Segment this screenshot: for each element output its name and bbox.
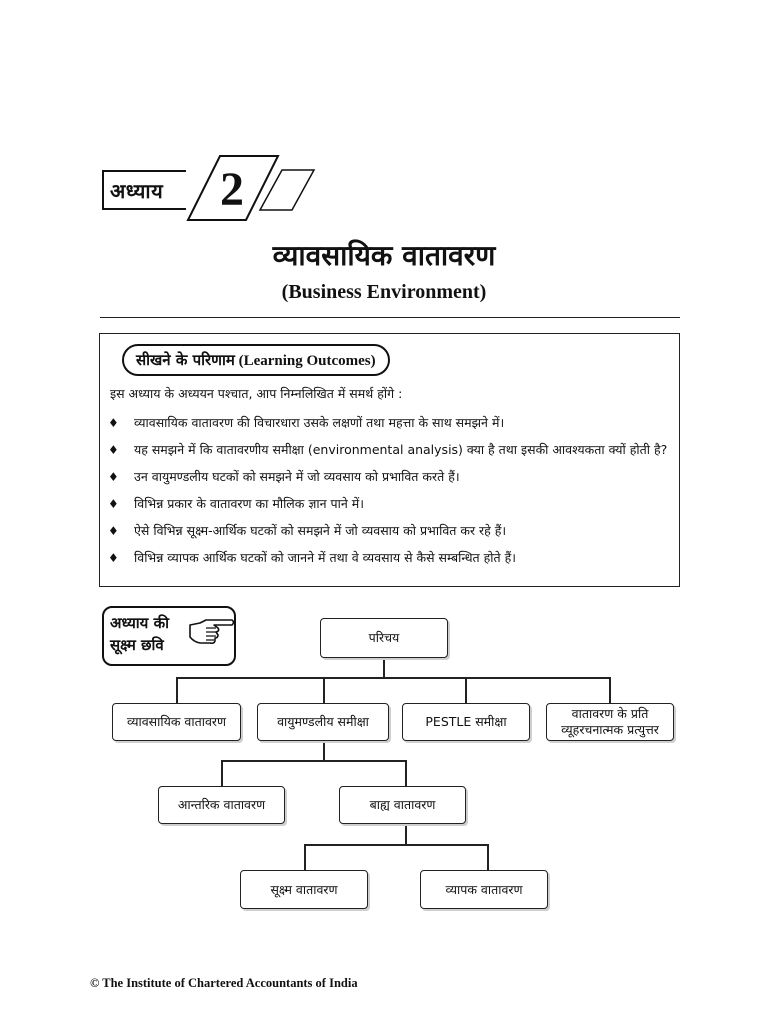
list-item	[108, 493, 674, 520]
learning-outcomes-intro: इस अध्याय के अध्ययन पश्चात, आप निम्नलिखित में समर्थ होंगे :	[110, 386, 403, 401]
learning-outcomes-heading-hindi: सीखने के परिणाम	[136, 351, 235, 369]
list-item	[108, 547, 674, 574]
bullet-icon: ♦	[108, 443, 119, 457]
learning-outcomes-heading-english: (Learning Outcomes)	[238, 353, 376, 369]
connector-line	[323, 741, 325, 761]
list-item-text: यह समझने में कि वातावरणीय समीक्षा (environmental analysis) क्या है तथा इसकी आवश्यकता क्यों होती है?	[134, 442, 668, 457]
list-item	[108, 520, 674, 547]
title-divider	[100, 317, 680, 318]
diagram-node-internal-environment: आन्तरिक वातावरण	[158, 786, 285, 824]
chapter-label: अध्याय	[102, 170, 186, 210]
bullet-icon: ♦	[108, 497, 119, 511]
connector-line	[221, 760, 223, 786]
page-title-hindi: व्यावसायिक वातावरण	[272, 239, 496, 272]
glance-line-1: अध्याय की	[110, 614, 170, 632]
connector-line	[383, 657, 385, 678]
list-item	[108, 439, 674, 466]
list-item	[108, 466, 674, 493]
chapter-number: 2	[220, 163, 244, 216]
list-item-text: विभिन्न व्यापक आर्थिक घटकों को जानने में तथा वे व्यवसाय से कैसे सम्बन्धित होते हैं।	[134, 550, 517, 565]
list-item	[108, 412, 674, 439]
list-item-text: उन वायुमण्डलीय घटकों को समझने में जो व्यवसाय को प्रभावित करते हैं।	[134, 469, 460, 484]
diagram-node-micro-environment: सूक्ष्म वातावरण	[240, 870, 368, 909]
connector-line	[487, 844, 489, 870]
bullet-icon: ♦	[108, 551, 119, 565]
learning-outcomes-heading	[122, 344, 390, 376]
connector-line	[304, 844, 488, 846]
connector-line	[323, 677, 325, 703]
diagram-node-strategic-response: वातावरण के प्रति व्यूहरचनात्मक प्रत्युत्तर	[546, 703, 674, 741]
connector-line	[405, 760, 407, 786]
bullet-icon: ♦	[108, 416, 119, 430]
connector-line	[405, 824, 407, 845]
glance-line-2: सूक्ष्म छवि	[110, 636, 164, 654]
connector-line	[465, 677, 467, 703]
connector-line	[609, 677, 611, 703]
connector-line	[176, 677, 178, 703]
pointing-hand-icon	[188, 617, 236, 645]
diagram-node-environmental-analysis: वायुमण्डलीय समीक्षा	[257, 703, 389, 741]
connector-line	[176, 677, 610, 679]
diagram-node-pestle-analysis: PESTLE समीक्षा	[402, 703, 530, 741]
bullet-icon: ♦	[108, 524, 119, 538]
connector-line	[304, 844, 306, 870]
bullet-icon: ♦	[108, 470, 119, 484]
diagram-node-macro-environment: व्यापक वातावरण	[420, 870, 548, 909]
diagram-node-root: परिचय	[320, 618, 448, 658]
list-item-text: ऐसे विभिन्न सूक्ष्म-आर्थिक घटकों को समझने में जो व्यवसाय को प्रभावित कर रहे हैं।	[134, 523, 507, 538]
list-item-text: व्यावसायिक वातावरण की विचारधारा उसके लक्षणों तथा महत्ता के साथ समझने में।	[134, 415, 505, 430]
diagram-node-business-environment: व्यावसायिक वातावरण	[112, 703, 241, 741]
page-title-english: (Business Environment)	[281, 281, 487, 303]
copyright-footer: © The Institute of Chartered Accountants of India	[90, 976, 358, 990]
connector-line	[221, 760, 406, 762]
learning-outcomes-list	[108, 412, 674, 574]
diagram-node-external-environment: बाह्य वातावरण	[339, 786, 466, 824]
list-item-text: विभिन्न प्रकार के वातावरण का मौलिक ज्ञान पाने में।	[134, 496, 364, 511]
